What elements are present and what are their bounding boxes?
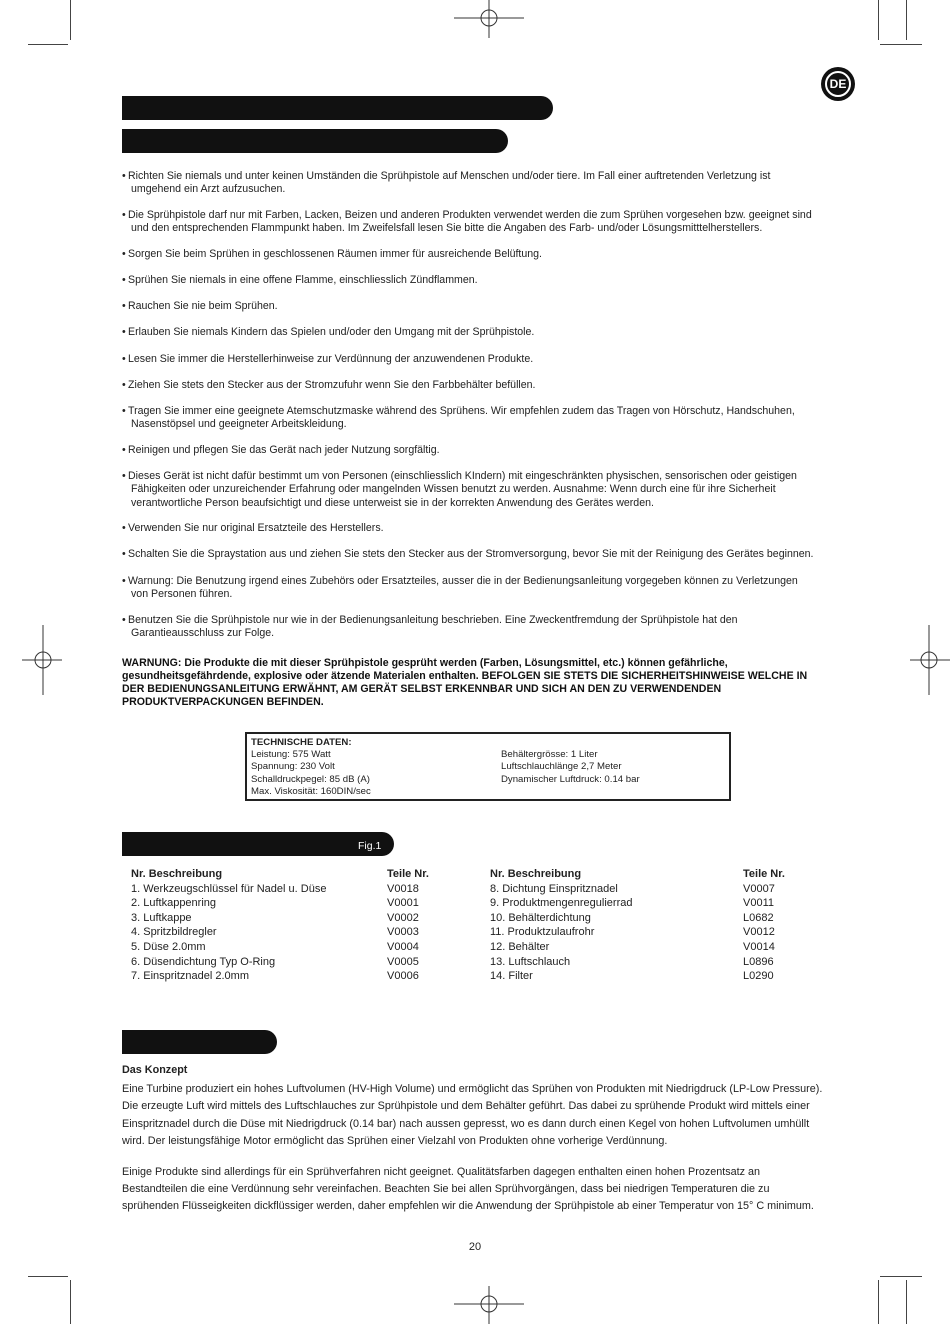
parts-header-number: Teile Nr. bbox=[387, 868, 429, 880]
bullet-line: Erlauben Sie niemals Kindern das Spielen und/oder den Umgang mit der Sprühpistole. bbox=[128, 326, 535, 339]
bullet-dot-icon: • bbox=[122, 352, 126, 365]
bullet-item bbox=[122, 300, 862, 313]
bullet-text bbox=[128, 470, 862, 510]
bullet-item bbox=[122, 405, 862, 431]
bullet-item bbox=[122, 170, 862, 196]
part-description: 5. Düse 2.0mm bbox=[131, 940, 206, 953]
section-heading-bar bbox=[122, 129, 508, 153]
bullet-line: Schalten Sie die Spraystation aus und ziehen Sie stets den Stecker aus der Stromversorgung, bevor Sie mit der Reinigung des Gerätes beginnen. bbox=[128, 548, 814, 561]
technical-data-item: Spannung: 230 Volt bbox=[251, 761, 335, 773]
registration-mark-icon bbox=[910, 625, 950, 695]
technical-data-item: Max. Viskosität: 160DIN/sec bbox=[251, 785, 371, 797]
bullet-line: Nasenstöpsel und geeigneter Arbeitskleidung. bbox=[131, 418, 347, 431]
bullet-line: Tragen Sie immer eine geeignete Atemschutzmaske während des Sprühens. Wir empfehlen zudem das Tragen von Hörschutz, Handschuhen, bbox=[128, 405, 795, 418]
crop-mark bbox=[906, 0, 907, 40]
bullet-item bbox=[122, 522, 862, 535]
bullet-text bbox=[128, 405, 862, 431]
bullet-item bbox=[122, 209, 862, 235]
bullet-dot-icon: • bbox=[122, 378, 126, 391]
crop-mark bbox=[906, 1280, 907, 1324]
technical-data-item: Luftschlauchlänge 2,7 Meter bbox=[501, 761, 622, 773]
concept-line: sprühenden Flüsseigkeiten dickflüssiger werden, daher empfehlen wir die Anwendung der Sprühpistole ab einer Temperatur von 15° C minimum. bbox=[122, 1200, 814, 1213]
bullet-item bbox=[122, 326, 862, 339]
part-description: 12. Behälter bbox=[490, 940, 550, 953]
parts-row bbox=[490, 896, 785, 911]
bullet-dot-icon: • bbox=[122, 170, 126, 182]
part-description: 1. Werkzeugschlüssel für Nadel u. Düse bbox=[131, 882, 327, 895]
bullet-item bbox=[122, 353, 862, 366]
parts-row bbox=[490, 882, 785, 897]
part-number: V0002 bbox=[387, 911, 419, 924]
bullet-text bbox=[128, 274, 862, 287]
technical-data-item: Behältergrösse: 1 Liter bbox=[501, 749, 598, 761]
part-description: 6. Düsendichtung Typ O-Ring bbox=[131, 955, 276, 968]
warning-paragraph bbox=[122, 657, 862, 709]
bullet-text bbox=[128, 614, 862, 640]
parts-row bbox=[131, 969, 429, 984]
concept-line: Bestandteilen die eine Verdünnung sehr vereinfachen. Beachten Sie bei allen Sprühvorgängen, dass bei niedrigen Temperaturen die zu bbox=[122, 1183, 770, 1196]
part-number: V0001 bbox=[387, 897, 419, 910]
bullet-line: umgehend ein Arzt aufzusuchen. bbox=[131, 183, 286, 196]
part-number: V0014 bbox=[743, 940, 775, 953]
part-description: 9. Produktmengenregulierrad bbox=[490, 897, 633, 910]
part-description: 7. Einspritznadel 2.0mm bbox=[131, 970, 249, 983]
safety-instructions-list bbox=[122, 170, 862, 640]
registration-mark-icon bbox=[454, 0, 524, 40]
warning-line: gesundheitsgefährdende, explosive oder ätzende Materialen enthalten. BEFOLGEN SIE STETS DIE SICHERHEITSHINWEISE WELCHE IN bbox=[122, 670, 808, 682]
crop-mark bbox=[70, 1280, 71, 1324]
section-heading-bar bbox=[122, 1030, 277, 1054]
bullet-dot-icon: • bbox=[122, 300, 126, 313]
technical-data-item: Dynamischer Luftdruck: 0.14 bar bbox=[501, 773, 640, 785]
crop-mark bbox=[28, 1276, 68, 1277]
bullet-text bbox=[128, 548, 862, 561]
bullet-line: Richten Sie niemals und unter keinen Umständen die Sprühpistole auf Menschen und/oder tiere. Im Fall einer auftretenden Verletzung ist bbox=[128, 170, 771, 182]
bullet-dot-icon: • bbox=[122, 405, 126, 418]
bullet-line: Ziehen Sie stets den Stecker aus der Stromzufuhr wenn Sie den Farbbehälter befüllen. bbox=[128, 378, 536, 391]
bullet-text bbox=[128, 170, 862, 196]
bullet-item bbox=[122, 274, 862, 287]
bullet-line: Sprühen Sie niemals in eine offene Flamme, einschliesslich Zündflammen. bbox=[128, 274, 478, 287]
crop-mark bbox=[70, 0, 71, 40]
page-number: 20 bbox=[468, 1241, 482, 1253]
parts-row bbox=[131, 896, 429, 911]
bullet-dot-icon: • bbox=[122, 247, 126, 260]
part-number: V0003 bbox=[387, 926, 419, 939]
warning-line: DER BEDIENUNGSANLEITUNG ERWÄHNT, AM GERÄT SELBST ERKENNBAR UND SICH AN DEN ZU VERWENDENDEN bbox=[122, 683, 722, 695]
part-number: V0006 bbox=[387, 970, 419, 983]
part-number: V0018 bbox=[387, 882, 419, 895]
concept-title: Das Konzept bbox=[122, 1064, 188, 1076]
registration-mark-icon bbox=[22, 625, 62, 695]
bullet-item bbox=[122, 575, 862, 601]
language-badge bbox=[821, 67, 855, 101]
parts-header-description: Nr. Beschreibung bbox=[490, 868, 582, 880]
concept-line: Die erzeugte Luft wird mittels des Luftschlauches zur Sprühpistole und dem Behälter geführt. Das dabei zu sprühende Produkt wird mittels einer bbox=[122, 1100, 810, 1113]
bullet-line: Verwenden Sie nur original Ersatzteile des Herstellers. bbox=[128, 522, 384, 535]
figure-heading-bar bbox=[122, 832, 394, 856]
bullet-item bbox=[122, 444, 862, 457]
bullet-line: von Personen führen. bbox=[131, 587, 233, 600]
bullet-text bbox=[128, 379, 862, 392]
bullet-text bbox=[128, 248, 862, 261]
parts-header-description: Nr. Beschreibung bbox=[131, 868, 223, 880]
section-heading-bar bbox=[122, 96, 553, 120]
parts-list-right bbox=[490, 867, 785, 984]
parts-row bbox=[490, 911, 785, 926]
parts-row bbox=[131, 911, 429, 926]
bullet-dot-icon: • bbox=[122, 443, 126, 456]
bullet-item bbox=[122, 614, 862, 640]
part-number: L0682 bbox=[743, 911, 774, 924]
technical-data-box bbox=[245, 732, 731, 801]
technical-data-right bbox=[501, 749, 640, 798]
bullet-text bbox=[128, 575, 862, 601]
bullet-line: Die Sprühpistole darf nur mit Farben, Lacken, Beizen und anderen Produkten verwendet werden die zum Sprühen vorgesehen bzw. geeignet sind bbox=[128, 208, 812, 221]
crop-mark bbox=[878, 1280, 879, 1324]
parts-row bbox=[131, 955, 429, 970]
warning-line: PRODUKTVERPACKUNGEN BEFINDEN. bbox=[122, 696, 324, 708]
bullet-text bbox=[128, 353, 862, 366]
bullet-line: Fähigkeiten oder unzureichender Erfahrung oder mangelnden Wissen benutzt zu werden. Ausnahme: Wenn durch eine für ihre Sicherheit bbox=[131, 483, 776, 496]
bullet-text bbox=[128, 444, 862, 457]
parts-row bbox=[131, 925, 429, 940]
bullet-dot-icon: • bbox=[122, 574, 126, 587]
bullet-item bbox=[122, 379, 862, 392]
bullet-line: und den entsprechenden Flammpunkt haben. Im Zweifelsfall lesen Sie bitte die Angaben des Farb- und/oder Lösungsmitttelherstellers. bbox=[131, 222, 763, 235]
bullet-item bbox=[122, 548, 862, 561]
bullet-dot-icon: • bbox=[122, 470, 126, 483]
concept-paragraph bbox=[122, 1081, 862, 1151]
part-number: L0896 bbox=[743, 955, 774, 968]
parts-row bbox=[131, 940, 429, 955]
concept-paragraph bbox=[122, 1164, 862, 1216]
technical-data-item: Schalldruckpegel: 85 dB (A) bbox=[251, 773, 370, 785]
part-number: V0004 bbox=[387, 940, 419, 953]
part-number: V0007 bbox=[743, 882, 775, 895]
bullet-line: verantwortliche Person beaufsichtigt und diese unterweist sie in der korrekten Anwendung des Gerätes werden. bbox=[131, 496, 654, 509]
concept-line: Einspritznadel durch die Düse mit Niedrigdruck (0.14 bar) nach aussen gepresst, wo es dann durch einen Kegel von hohen Luftvolumen umhüllt bbox=[122, 1117, 810, 1130]
bullet-item bbox=[122, 248, 862, 261]
parts-row bbox=[490, 969, 785, 984]
crop-mark bbox=[28, 44, 68, 45]
bullet-text bbox=[128, 300, 862, 313]
bullet-line: Sorgen Sie beim Sprühen in geschlossenen Räumen immer für ausreichende Belüftung. bbox=[128, 247, 542, 260]
bullet-text bbox=[128, 326, 862, 339]
concept-text bbox=[122, 1081, 862, 1229]
bullet-dot-icon: • bbox=[122, 614, 126, 627]
bullet-line: Reinigen und pflegen Sie das Gerät nach jeder Nutzung sorgfältig. bbox=[128, 443, 440, 456]
bullet-dot-icon: • bbox=[122, 208, 126, 221]
part-number: V0011 bbox=[743, 897, 774, 910]
concept-line: Einige Produkte sind allerdings für ein Sprühverfahren nicht geeignet. Qualitätsfarben dagegen enthalten einen hohen Prozentsatz an bbox=[122, 1165, 761, 1178]
part-description: 4. Spritzbildregler bbox=[131, 926, 217, 939]
part-description: 3. Luftkappe bbox=[131, 911, 192, 924]
bullet-line: Benutzen Sie die Sprühpistole nur wie in der Bedienungsanleitung beschrieben. Eine Zweckentfremdung der Sprühpistole hat den bbox=[128, 614, 738, 627]
parts-header-number: Teile Nr. bbox=[743, 868, 785, 880]
part-description: 8. Dichtung Einspritznadel bbox=[490, 882, 618, 895]
bullet-item bbox=[122, 470, 862, 510]
parts-row bbox=[490, 940, 785, 955]
bullet-dot-icon: • bbox=[122, 522, 126, 535]
part-number: V0012 bbox=[743, 926, 775, 939]
bullet-dot-icon: • bbox=[122, 548, 126, 561]
parts-row bbox=[131, 882, 429, 897]
concept-line: Eine Turbine produziert ein hohes Luftvolumen (HV-High Volume) und ermöglicht das Sprühen von Produkten mit Niedrigdruck (LP-Low Pressure). bbox=[122, 1083, 823, 1095]
part-number: V0005 bbox=[387, 955, 419, 968]
crop-mark bbox=[878, 0, 879, 40]
part-description: 2. Luftkappenring bbox=[131, 897, 217, 910]
parts-row bbox=[490, 955, 785, 970]
part-description: 10. Behälterdichtung bbox=[490, 911, 591, 924]
bullet-line: Lesen Sie immer die Herstellerhinweise zur Verdünnung der anzuwendenen Produkte. bbox=[128, 352, 534, 365]
part-number: L0290 bbox=[743, 970, 774, 983]
language-badge-label: DE bbox=[825, 71, 851, 97]
registration-mark-icon bbox=[454, 1286, 524, 1326]
concept-line: wird. Der leistungsfähige Motor ermöglicht das Sprühen einer Vielzahl von Produkten ohne vorherige Verdünnung. bbox=[122, 1135, 668, 1148]
bullet-line: Rauchen Sie nie beim Sprühen. bbox=[128, 300, 278, 313]
bullet-line: Garantieausschluss zur Folge. bbox=[131, 627, 275, 640]
technical-data-title: TECHNISCHE DATEN: bbox=[251, 737, 352, 748]
crop-mark bbox=[880, 1276, 922, 1277]
bullet-text bbox=[128, 209, 862, 235]
bullet-line: Dieses Gerät ist nicht dafür bestimmt um von Personen (einschliesslich KIndern) mit eingeschränkten physischen, sensorischen oder geistigen bbox=[128, 470, 797, 483]
part-description: 14. Filter bbox=[490, 970, 533, 983]
bullet-dot-icon: • bbox=[122, 274, 126, 287]
technical-data-item: Leistung: 575 Watt bbox=[251, 749, 331, 761]
part-description: 13. Luftschlauch bbox=[490, 955, 571, 968]
part-description: 11. Produktzulaufrohr bbox=[490, 926, 595, 939]
technical-data-left bbox=[251, 749, 501, 798]
crop-mark bbox=[880, 44, 922, 45]
bullet-text bbox=[128, 522, 862, 535]
parts-list-left bbox=[131, 867, 429, 984]
figure-label: Fig.1 bbox=[358, 840, 382, 852]
bullet-line: Warnung: Die Benutzung irgend eines Zubehörs oder Ersatzteiles, ausser die in der Bedienungsanleitung vorgegeben können zu Verletzungen bbox=[128, 574, 798, 587]
bullet-dot-icon: • bbox=[122, 326, 126, 339]
parts-row bbox=[490, 925, 785, 940]
warning-line: WARNUNG: Die Produkte die mit dieser Sprühpistole gesprüht werden (Farben, Lösungsmittel, etc.) können gefährliche, bbox=[122, 657, 728, 669]
